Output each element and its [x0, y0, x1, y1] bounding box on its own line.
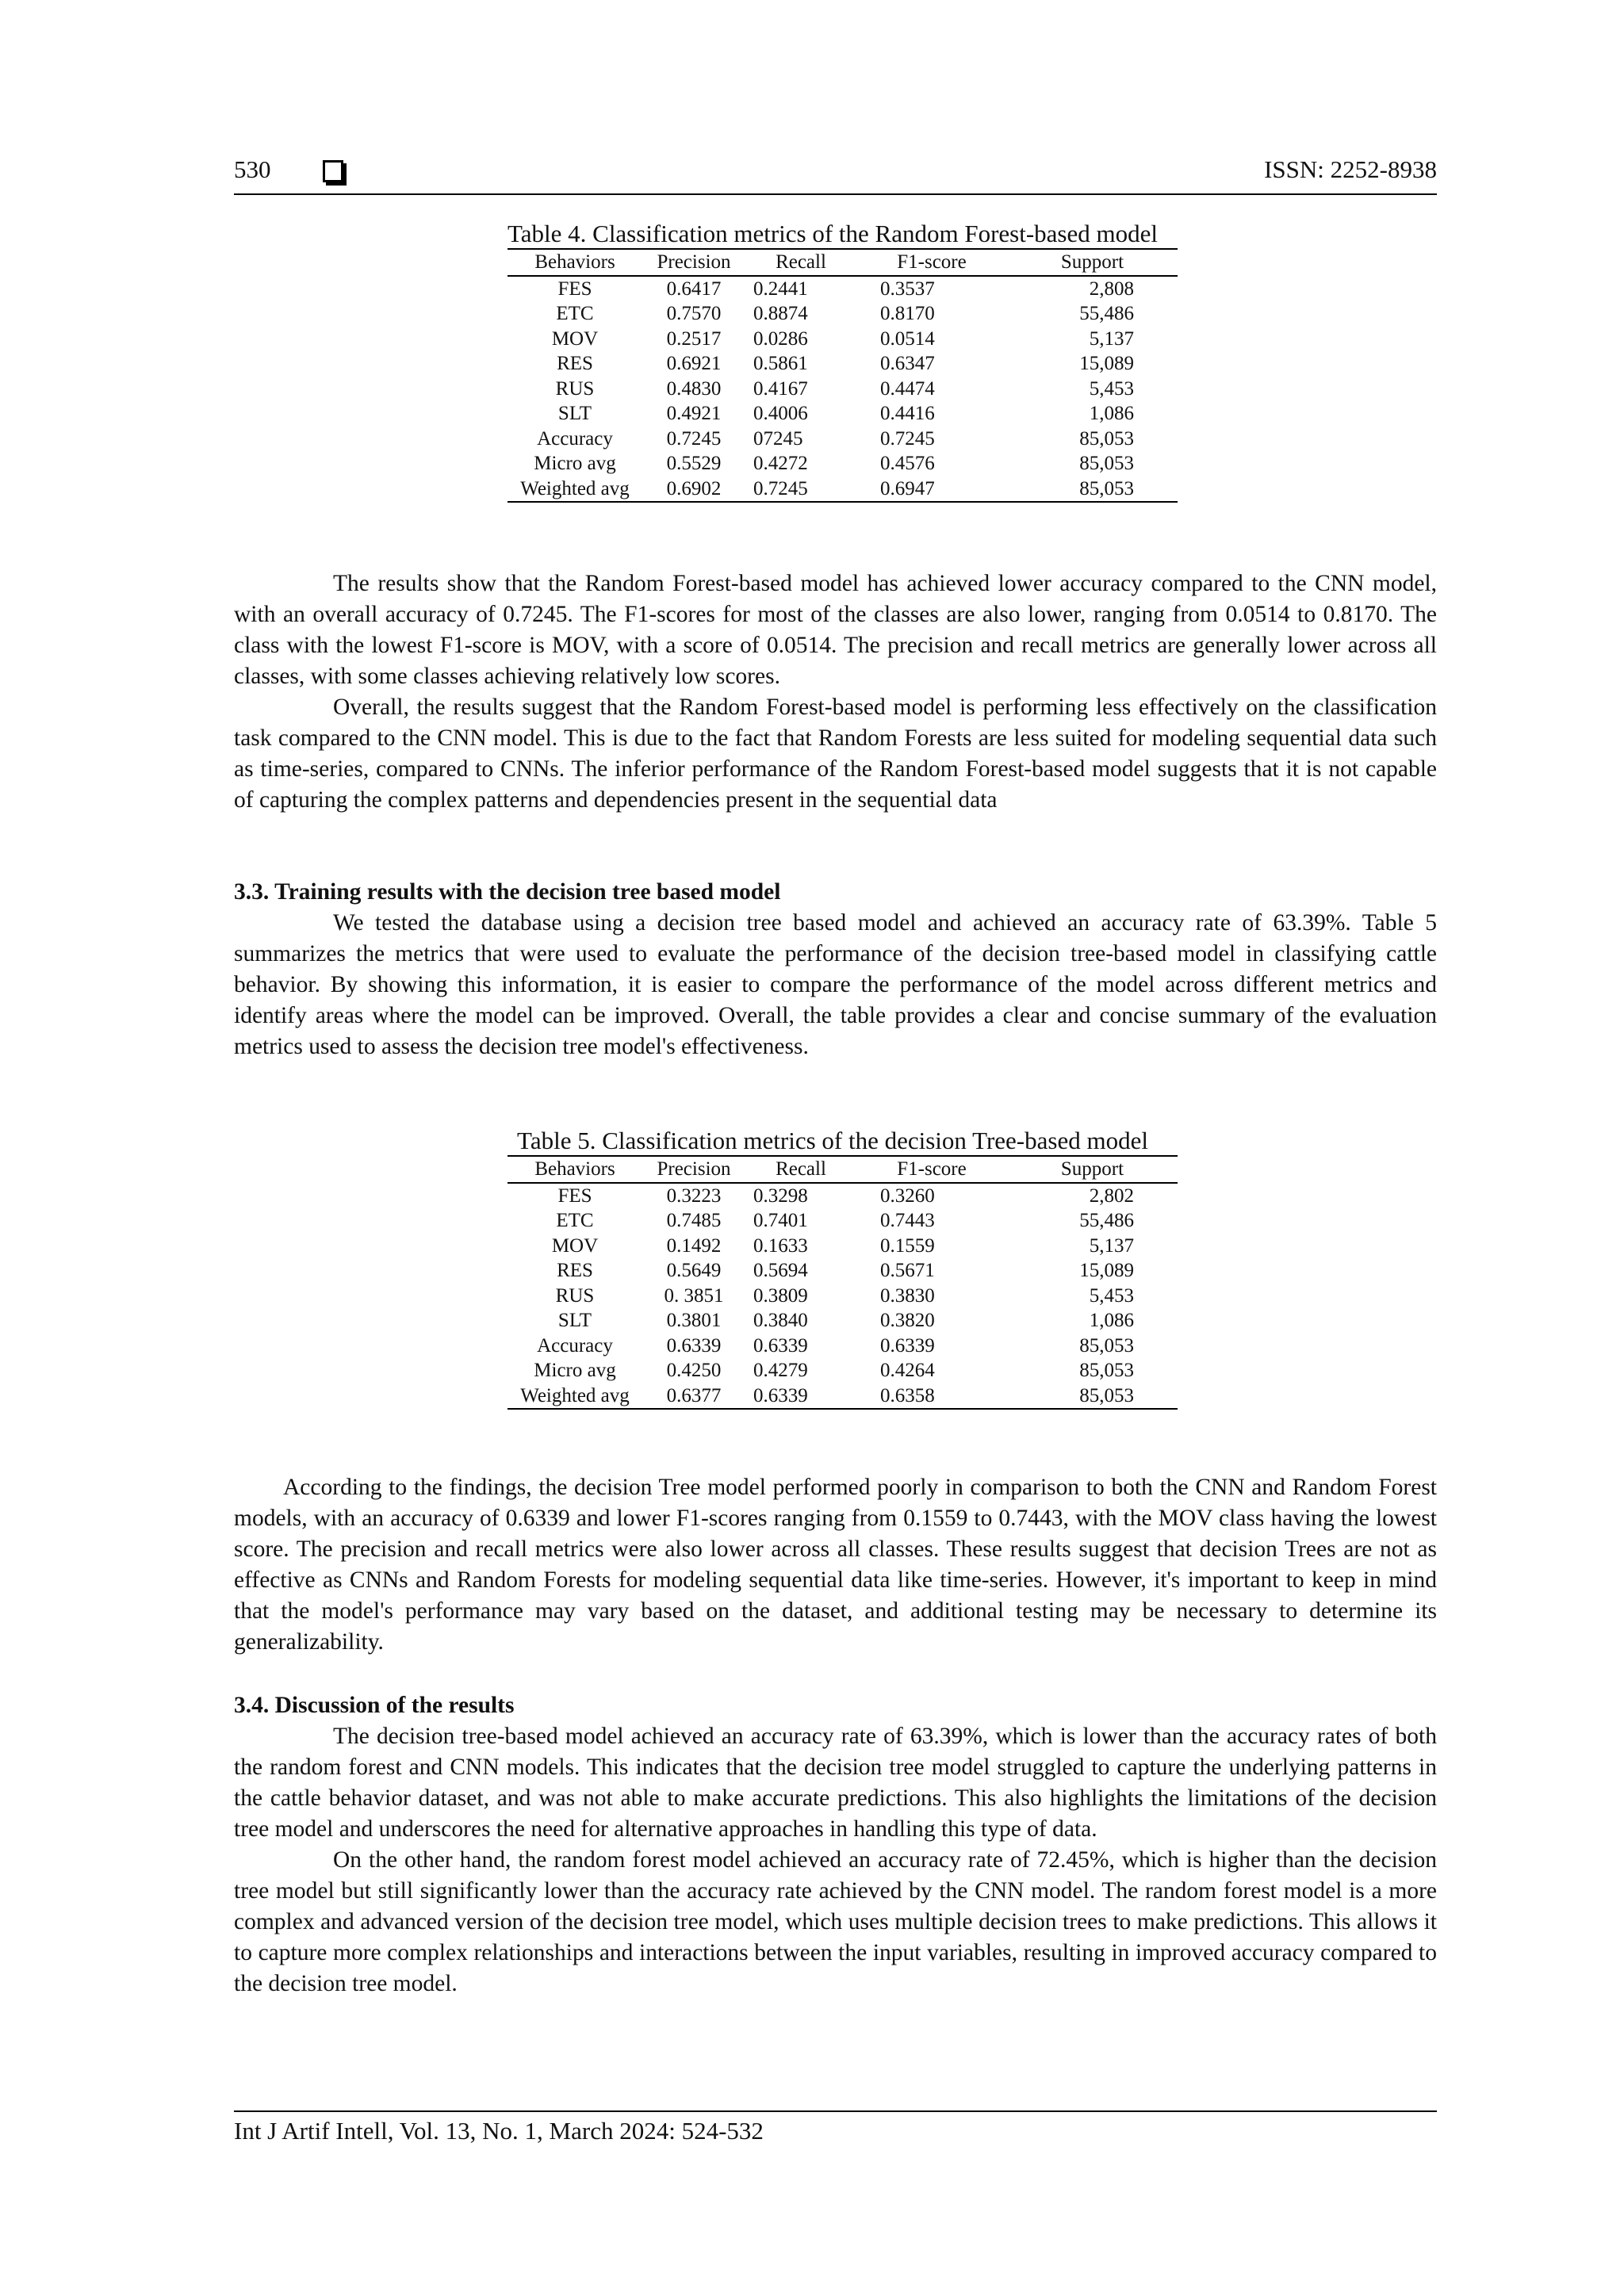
- table-cell: 0.5694: [753, 1260, 808, 1281]
- table-row: [508, 1383, 1178, 1410]
- table-row: [508, 377, 1178, 402]
- column-header: F1-score: [856, 1156, 1007, 1183]
- table-row: [508, 451, 1178, 476]
- row-label-cell: Weighted avg: [520, 1384, 630, 1406]
- table-cell: 0.6339: [753, 1334, 808, 1357]
- table-cell: 2,802: [1089, 1184, 1134, 1207]
- table-cell: 0.7401: [753, 1210, 808, 1231]
- table-cell: 0.3820: [880, 1310, 935, 1331]
- table-cell: 85,053: [1079, 453, 1134, 474]
- table-cell: 0.3260: [880, 1184, 935, 1207]
- table-row: [508, 1183, 1178, 1209]
- table-cell: 0.8874: [753, 303, 808, 324]
- row-label-cell: RUS: [555, 377, 595, 400]
- table-row: [508, 276, 1178, 302]
- row-label-cell: MOV: [551, 1234, 599, 1257]
- table-row: [508, 1284, 1178, 1309]
- table-cell: 15,089: [1079, 1260, 1134, 1281]
- row-label-cell: Accuracy: [537, 1334, 613, 1357]
- table-cell: 0.3801: [666, 1310, 722, 1331]
- table-cell: 0.6417: [666, 277, 722, 300]
- column-header: Recall: [745, 1156, 856, 1183]
- table-row: [508, 1208, 1178, 1234]
- paragraph: We tested the database using a decision tree based model and achieved an accuracy rate of 63.39%. Table 5 summarizes the metrics that were used to evaluate the performance of the decision tree-based model in classifying cattle behavior. By showing this information, it is easier to compare the performance of the model across different metrics and identify areas where the model can be improved. Overall, the table provides a clear and concise summary of the evaluation metrics used to assess the decision tree model's effectiveness.: [234, 910, 1437, 1059]
- table-cell: 0.3809: [753, 1284, 808, 1307]
- table-cell: 5,453: [1089, 1284, 1134, 1307]
- table-cell: 0.4279: [753, 1360, 808, 1381]
- page-number: 530: [234, 155, 271, 183]
- table-cell: 0.7485: [666, 1210, 722, 1231]
- row-label-cell: ETC: [556, 303, 594, 324]
- table-cell: 0.4264: [880, 1360, 935, 1381]
- table-cell: 0.4830: [666, 377, 722, 400]
- table-cell: 85,053: [1079, 427, 1134, 450]
- row-label-cell: RES: [557, 1260, 593, 1281]
- table-cell: 55,486: [1079, 1210, 1134, 1231]
- table-cell: 0.6339: [880, 1334, 935, 1357]
- table-cell: 0.6377: [666, 1384, 722, 1406]
- table-cell: 0.7245: [753, 477, 808, 499]
- table-cell: 0.7570: [666, 303, 722, 324]
- table-cell: 0.4576: [880, 453, 935, 474]
- table-header-row: [508, 249, 1178, 276]
- table-5: [508, 1155, 1178, 1410]
- table-cell: 0.8170: [880, 303, 935, 324]
- table-cell: 0.3298: [753, 1184, 808, 1207]
- table-cell: 0.5671: [880, 1260, 935, 1281]
- table-5-title: Table 5. Classification metrics of the decision Tree-based model: [517, 1127, 1148, 1154]
- table-cell: 85,053: [1079, 1384, 1134, 1406]
- table-cell: 0.5861: [753, 353, 808, 374]
- column-header: Precision: [642, 1156, 745, 1183]
- table-cell: 0.4250: [666, 1360, 722, 1381]
- table-cell: 0.4474: [880, 377, 935, 400]
- table-cell: 0.2441: [753, 277, 808, 300]
- table-row: [508, 476, 1178, 503]
- table-row: [508, 401, 1178, 427]
- table-cell: 0.7245: [666, 427, 722, 450]
- table-5-block: [468, 1127, 1197, 1410]
- table-cell: 07245: [753, 427, 803, 450]
- column-header: F1-score: [856, 249, 1007, 276]
- row-label-cell: Micro avg: [534, 453, 616, 474]
- paragraph: The results show that the Random Forest-based model has achieved lower accuracy compared to the CNN model, with an overall accuracy of 0.7245. The F1-scores for most of the classes are also lower, ranging from 0.0514 to 0.8170. The class with the lowest F1-score is MOV, with a score of 0.0514. The precision and recall metrics are generally lower across all classes, with some classes achieving relatively low scores.: [234, 571, 1437, 689]
- row-label-cell: FES: [557, 277, 592, 300]
- table-cell: 5,137: [1089, 327, 1134, 350]
- table-cell: 0.6358: [880, 1384, 935, 1406]
- paragraph: According to the findings, the decision Tree model performed poorly in comparison to both the CNN and Random Forest models, with an accuracy of 0.6339 and lower F1-scores ranging from 0.1559 to 0.7443, with the MOV class having the lowest score. The precision and recall metrics were also lower across all classes. These results suggest that decision Trees are not as effective as CNNs and Random Forests for modeling sequential data like time-series. However, it's important to keep in mind that the model's performance may vary based on the dataset, and additional testing may be necessary to determine its generalizability.: [234, 1475, 1437, 1655]
- table-row: [508, 351, 1178, 377]
- column-header: Precision: [642, 249, 745, 276]
- table-cell: 85,053: [1079, 1334, 1134, 1357]
- section-heading: 3.3. Training results with the decision tree based model: [234, 879, 781, 905]
- table-cell: 0.5529: [666, 453, 722, 474]
- table-row: [508, 301, 1178, 327]
- column-header: Behaviors: [508, 1156, 642, 1183]
- page-footer: [234, 2110, 1437, 2145]
- dt-discussion: [234, 1472, 1437, 1658]
- paragraph: The decision tree-based model achieved an accuracy rate of 63.39%, which is lower than the accuracy rates of both the random forest and CNN models. This indicates that the decision tree model struggled to capture the underlying patterns in the cattle behavior dataset, and was not able to make accurate predictions. This also highlights the limitations of the decision tree model and underscores the need for alternative approaches in handling this type of data.: [234, 1724, 1437, 1842]
- paragraph: On the other hand, the random forest model achieved an accuracy rate of 72.45%, which is higher than the decision tree model but still significantly lower than the accuracy rate achieved by the CNN model. The random forest model is a more complex and advanced version of the decision tree model, which uses multiple decision trees to make predictions. This allows it to capture more complex relationships and interactions between the input variables, resulting in improved accuracy compared to the decision tree model.: [234, 1847, 1437, 1996]
- table-cell: 0.3537: [880, 277, 935, 300]
- table-row: [508, 427, 1178, 452]
- table-cell: 55,486: [1079, 303, 1134, 324]
- page-header: [234, 154, 1437, 195]
- rf-discussion: [234, 568, 1437, 816]
- table-row: [508, 1258, 1178, 1284]
- row-label-cell: SLT: [557, 403, 592, 424]
- journal-citation: Int J Artif Intell, Vol. 13, No. 1, March 2024: 524-532: [234, 2117, 764, 2145]
- table-cell: 0.3840: [753, 1310, 808, 1331]
- table-cell: 0.4272: [753, 453, 808, 474]
- section-3-3: [234, 877, 1437, 1062]
- table-cell: 15,089: [1079, 353, 1134, 374]
- table-cell: 0.4921: [666, 403, 722, 424]
- column-header: Support: [1007, 1156, 1178, 1183]
- issn-label: ISSN: 2252-8938: [1264, 155, 1437, 183]
- row-label-cell: ETC: [556, 1210, 594, 1231]
- table-cell: 0.6921: [666, 353, 722, 374]
- row-label-cell: SLT: [557, 1310, 592, 1331]
- table-4-title: Table 4. Classification metrics of the Random Forest-based model: [507, 220, 1158, 247]
- table-cell: 0.6347: [880, 353, 935, 374]
- table-cell: 0.1559: [880, 1234, 935, 1257]
- table-row: [508, 327, 1178, 352]
- table-cell: 0.0286: [753, 327, 808, 350]
- table-row: [508, 1334, 1178, 1359]
- table-cell: 85,053: [1079, 477, 1134, 499]
- table-row: [508, 1234, 1178, 1259]
- row-label-cell: Weighted avg: [520, 477, 630, 499]
- table-cell: 0.4416: [880, 403, 935, 424]
- table-cell: 0.4006: [753, 403, 808, 424]
- table-cell: 0.7443: [880, 1210, 935, 1231]
- table-cell: 85,053: [1079, 1360, 1134, 1381]
- table-row: [508, 1308, 1178, 1334]
- paragraph: Overall, the results suggest that the Random Forest-based model is performing less effectively on the classification task compared to the CNN model. This is due to the fact that Random Forests are less suited for modeling sequential data such as time-series, compared to CNNs. The inferior performance of the Random Forest-based model suggests that it is not capable of capturing the complex patterns and dependencies present in the sequential data: [234, 695, 1437, 813]
- table-4-block: [468, 220, 1197, 503]
- table-cell: 1,086: [1089, 1310, 1134, 1331]
- table-cell: 0.3223: [666, 1184, 722, 1207]
- table-cell: 0.6902: [666, 477, 722, 499]
- table-cell: 5,453: [1089, 377, 1134, 400]
- table-cell: 0.1492: [666, 1234, 722, 1257]
- row-label-cell: Accuracy: [537, 427, 613, 450]
- table-cell: 0.2517: [666, 327, 722, 350]
- table-cell: 0.6339: [753, 1384, 808, 1406]
- table-header-row: [508, 1156, 1178, 1183]
- table-cell: 0.6339: [666, 1334, 722, 1357]
- table-cell: 0.0514: [880, 327, 935, 350]
- table-cell: 0.7245: [880, 427, 935, 450]
- table-cell: 0.5649: [666, 1260, 722, 1281]
- section-heading: 3.4. Discussion of the results: [234, 1693, 515, 1718]
- column-header: Support: [1007, 249, 1178, 276]
- table-row: [508, 1358, 1178, 1383]
- column-header: Behaviors: [508, 249, 642, 276]
- row-label-cell: RES: [557, 353, 593, 374]
- table-cell: 0.1633: [753, 1234, 808, 1257]
- table-4: [508, 248, 1178, 503]
- table-cell: 1,086: [1089, 403, 1134, 424]
- table-cell: 0. 3851: [664, 1284, 724, 1307]
- checkbox-square-icon: [323, 160, 343, 182]
- table-cell: 5,137: [1089, 1234, 1134, 1257]
- row-label-cell: Micro avg: [534, 1360, 616, 1381]
- section-3-4: [234, 1690, 1437, 1999]
- table-cell: 0.4167: [753, 377, 808, 400]
- row-label-cell: FES: [557, 1184, 592, 1207]
- table-cell: 0.6947: [880, 477, 935, 499]
- column-header: Recall: [745, 249, 856, 276]
- row-label-cell: RUS: [555, 1284, 595, 1307]
- row-label-cell: MOV: [551, 327, 599, 350]
- table-cell: 2,808: [1089, 277, 1134, 300]
- table-cell: 0.3830: [880, 1284, 935, 1307]
